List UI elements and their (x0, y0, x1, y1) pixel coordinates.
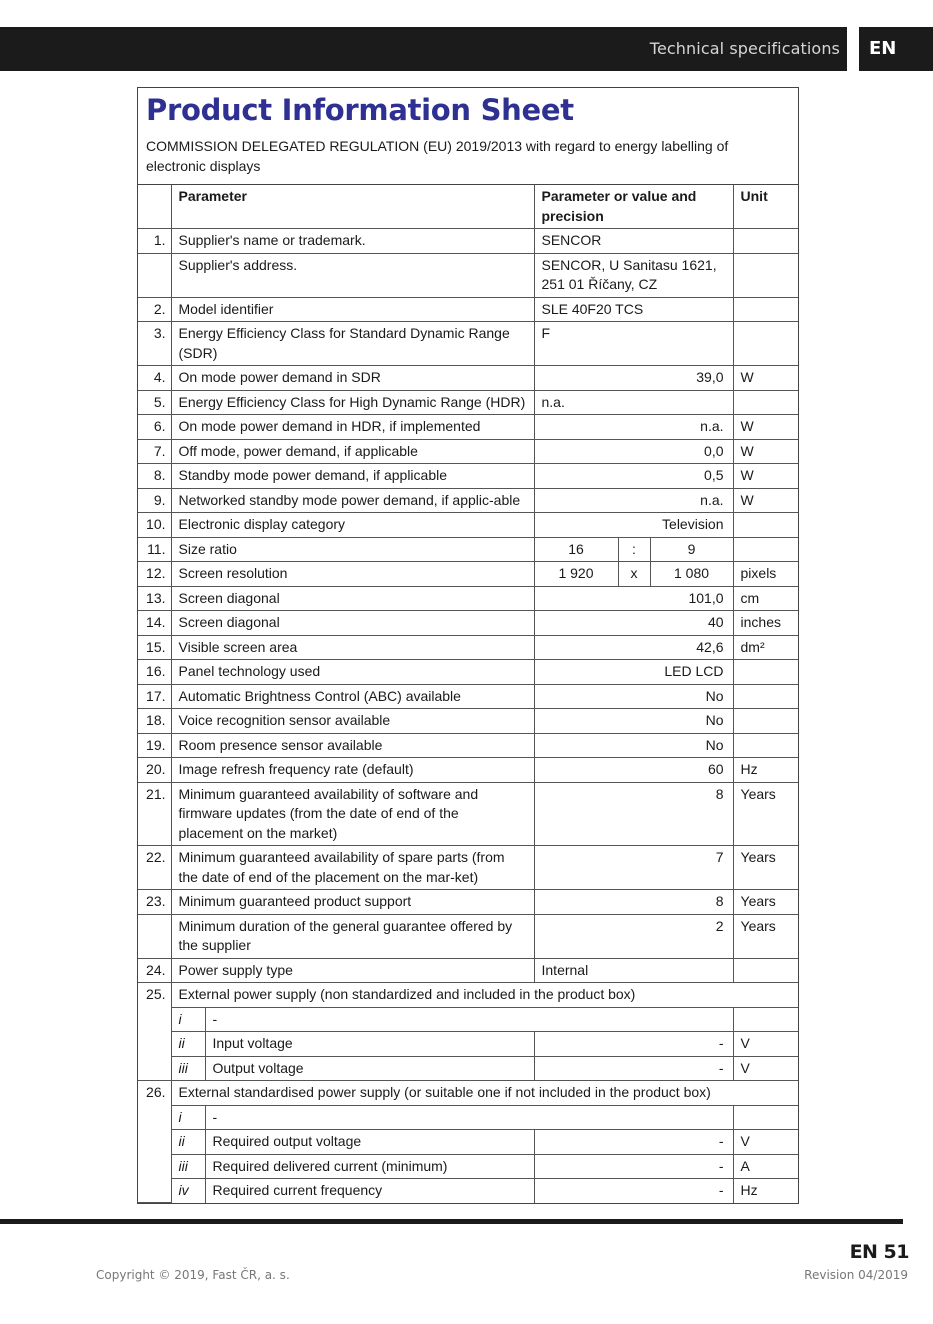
row-value: n.a. (534, 415, 733, 440)
group-title: External standardised power supply (or suitable one if not included in the product box) (171, 1081, 798, 1106)
header-bar (0, 27, 847, 71)
row-value: 60 (534, 758, 733, 783)
row-parameter: Off mode, power demand, if applicable (171, 439, 534, 464)
row-parameter: Supplier's address. (171, 253, 534, 297)
row-parameter: Screen resolution (171, 562, 534, 587)
sub-unit (733, 1105, 798, 1130)
table-row (138, 1032, 798, 1057)
row-value-separator: x (618, 562, 650, 587)
table-row (138, 709, 798, 734)
row-unit: Years (733, 914, 798, 958)
row-unit: pixels (733, 562, 798, 587)
row-value: SLE 40F20 TCS (534, 297, 733, 322)
row-unit: Hz (733, 758, 798, 783)
header-unit: Unit (733, 185, 798, 229)
row-number: 4. (138, 366, 171, 391)
row-parameter: Automatic Brightness Control (ABC) available (171, 684, 534, 709)
row-number: 13. (138, 586, 171, 611)
row-number: 11. (138, 537, 171, 562)
row-unit: W (733, 439, 798, 464)
row-number: 3. (138, 322, 171, 366)
group-title: External power supply (non standardized and included in the product box) (171, 983, 798, 1008)
row-parameter: Energy Efficiency Class for High Dynamic Range (HDR) (171, 390, 534, 415)
row-value-separator: : (618, 537, 650, 562)
page-number: EN 51 (849, 1241, 909, 1263)
sub-label: - (205, 1105, 733, 1130)
row-value: n.a. (534, 390, 733, 415)
table-row (138, 1007, 798, 1032)
row-parameter: Energy Efficiency Class for Standard Dynamic Range (SDR) (171, 322, 534, 366)
row-number: 24. (138, 958, 171, 983)
section-title: Technical specifications (649, 39, 840, 58)
row-unit (733, 513, 798, 538)
row-parameter: Room presence sensor available (171, 733, 534, 758)
table-row (138, 660, 798, 685)
row-number: 26. (138, 1081, 171, 1203)
table-row (138, 513, 798, 538)
table-row (138, 782, 798, 846)
table-row (138, 684, 798, 709)
sub-label: - (205, 1007, 733, 1032)
row-value: Internal (534, 958, 733, 983)
row-parameter: Standby mode power demand, if applicable (171, 464, 534, 489)
footer-rule (0, 1219, 903, 1224)
row-parameter: Image refresh frequency rate (default) (171, 758, 534, 783)
sub-unit: Hz (733, 1179, 798, 1203)
row-number: 16. (138, 660, 171, 685)
row-number: 5. (138, 390, 171, 415)
sub-index: i (171, 1105, 205, 1130)
row-unit: W (733, 488, 798, 513)
header-parameter: Parameter (171, 185, 534, 229)
row-number: 1. (138, 229, 171, 254)
table-row (138, 1105, 798, 1130)
table-row (138, 846, 798, 890)
row-number: 8. (138, 464, 171, 489)
row-number: 21. (138, 782, 171, 846)
sheet-title: Product Information Sheet (146, 93, 574, 127)
row-unit (733, 537, 798, 562)
sub-value: - (534, 1130, 733, 1155)
row-value: F (534, 322, 733, 366)
table-row (138, 1154, 798, 1179)
table-row (138, 983, 798, 1008)
row-value-b: 1 080 (650, 562, 733, 587)
table-row (138, 464, 798, 489)
row-parameter: On mode power demand in SDR (171, 366, 534, 391)
row-number: 2. (138, 297, 171, 322)
row-value: 42,6 (534, 635, 733, 660)
sub-label: Required delivered current (minimum) (205, 1154, 534, 1179)
table-row (138, 733, 798, 758)
sub-unit: V (733, 1130, 798, 1155)
row-value: 0,5 (534, 464, 733, 489)
row-parameter: Minimum duration of the general guarantee offered by the supplier (171, 914, 534, 958)
table-row (138, 914, 798, 958)
row-unit (733, 297, 798, 322)
row-value: 39,0 (534, 366, 733, 391)
sheet-title-box (138, 88, 798, 185)
table-row (138, 488, 798, 513)
row-number: 7. (138, 439, 171, 464)
row-number: 14. (138, 611, 171, 636)
row-number: 12. (138, 562, 171, 587)
row-value: LED LCD (534, 660, 733, 685)
row-parameter: On mode power demand in HDR, if implemented (171, 415, 534, 440)
sub-unit: V (733, 1056, 798, 1081)
row-parameter: Visible screen area (171, 635, 534, 660)
row-unit: W (733, 415, 798, 440)
row-number: 23. (138, 890, 171, 915)
table-row (138, 562, 798, 587)
row-parameter: Model identifier (171, 297, 534, 322)
row-value: No (534, 684, 733, 709)
row-number: 17. (138, 684, 171, 709)
row-number: 19. (138, 733, 171, 758)
row-parameter: Screen diagonal (171, 611, 534, 636)
row-unit: Years (733, 846, 798, 890)
sub-index: i (171, 1007, 205, 1032)
row-value: 8 (534, 890, 733, 915)
sub-label: Required output voltage (205, 1130, 534, 1155)
row-value: 40 (534, 611, 733, 636)
row-value-a: 16 (534, 537, 618, 562)
table-row (138, 758, 798, 783)
header-num (138, 185, 171, 229)
row-number: 15. (138, 635, 171, 660)
copyright: Copyright © 2019, Fast ČR, a. s. (96, 1268, 290, 1282)
sub-value: - (534, 1032, 733, 1057)
table-row (138, 1056, 798, 1081)
row-unit: Years (733, 890, 798, 915)
row-unit (733, 229, 798, 254)
table-row (138, 415, 798, 440)
table-row (138, 537, 798, 562)
row-number: 22. (138, 846, 171, 890)
row-unit (733, 253, 798, 297)
row-parameter: Minimum guaranteed availability of spare parts (from the date of end of the placement on the mar-ket) (171, 846, 534, 890)
row-value: 8 (534, 782, 733, 846)
sub-index: iii (171, 1154, 205, 1179)
sub-label: Required current frequency (205, 1179, 534, 1203)
row-parameter: Voice recognition sensor available (171, 709, 534, 734)
sub-value: - (534, 1056, 733, 1081)
sub-unit (733, 1007, 798, 1032)
row-parameter: Electronic display category (171, 513, 534, 538)
table-row (138, 890, 798, 915)
sub-index: ii (171, 1032, 205, 1057)
sub-index: iv (171, 1179, 205, 1203)
row-value-b: 9 (650, 537, 733, 562)
row-number: 25. (138, 983, 171, 1081)
table-row (138, 253, 798, 297)
row-parameter: Minimum guaranteed product support (171, 890, 534, 915)
row-value: No (534, 733, 733, 758)
product-information-sheet (137, 87, 799, 1204)
table-row (138, 1081, 798, 1106)
row-number: 10. (138, 513, 171, 538)
row-parameter: Panel technology used (171, 660, 534, 685)
row-value: 7 (534, 846, 733, 890)
row-parameter: Power supply type (171, 958, 534, 983)
table-row (138, 635, 798, 660)
language-label: EN (869, 38, 897, 59)
sub-index: iii (171, 1056, 205, 1081)
row-value: 0,0 (534, 439, 733, 464)
table-row (138, 229, 798, 254)
revision: Revision 04/2019 (804, 1268, 908, 1282)
row-value: Television (534, 513, 733, 538)
row-unit: dm² (733, 635, 798, 660)
row-number: 20. (138, 758, 171, 783)
sheet-subtitle: COMMISSION DELEGATED REGULATION (EU) 2019/2013 with regard to energy labelling of electronic displays (146, 138, 729, 174)
table-row (138, 958, 798, 983)
row-value: 101,0 (534, 586, 733, 611)
sub-unit: V (733, 1032, 798, 1057)
sub-label: Input voltage (205, 1032, 534, 1057)
language-badge (859, 27, 933, 71)
table-row (138, 611, 798, 636)
row-unit: Years (733, 782, 798, 846)
row-unit (733, 733, 798, 758)
row-unit: inches (733, 611, 798, 636)
row-unit (733, 958, 798, 983)
row-number (138, 253, 171, 297)
row-number: 18. (138, 709, 171, 734)
row-value: No (534, 709, 733, 734)
row-parameter: Minimum guaranteed availability of software and firmware updates (from the date of end of the placement on the market) (171, 782, 534, 846)
row-unit (733, 684, 798, 709)
table-row (138, 185, 798, 229)
row-value: n.a. (534, 488, 733, 513)
table-row (138, 586, 798, 611)
row-parameter: Networked standby mode power demand, if applic-able (171, 488, 534, 513)
header-value: Parameter or value and precision (534, 185, 733, 229)
row-unit (733, 709, 798, 734)
row-unit (733, 322, 798, 366)
sub-index: ii (171, 1130, 205, 1155)
row-unit (733, 660, 798, 685)
row-unit: cm (733, 586, 798, 611)
row-parameter: Screen diagonal (171, 586, 534, 611)
table-row (138, 297, 798, 322)
table-row (138, 390, 798, 415)
row-value: SENCOR, U Sanitasu 1621, 251 01 Říčany, CZ (534, 253, 733, 297)
row-number (138, 914, 171, 958)
sub-value: - (534, 1179, 733, 1203)
row-value: 2 (534, 914, 733, 958)
row-value: SENCOR (534, 229, 733, 254)
sub-unit: A (733, 1154, 798, 1179)
sub-label: Output voltage (205, 1056, 534, 1081)
table-row (138, 1179, 798, 1203)
table-row (138, 366, 798, 391)
table-row (138, 439, 798, 464)
row-unit: W (733, 366, 798, 391)
sub-value: - (534, 1154, 733, 1179)
spec-table (138, 185, 798, 1203)
table-row (138, 1130, 798, 1155)
row-value-a: 1 920 (534, 562, 618, 587)
table-row (138, 322, 798, 366)
row-unit: W (733, 464, 798, 489)
row-number: 9. (138, 488, 171, 513)
row-parameter: Size ratio (171, 537, 534, 562)
row-parameter: Supplier's name or trademark. (171, 229, 534, 254)
row-number: 6. (138, 415, 171, 440)
row-unit (733, 390, 798, 415)
